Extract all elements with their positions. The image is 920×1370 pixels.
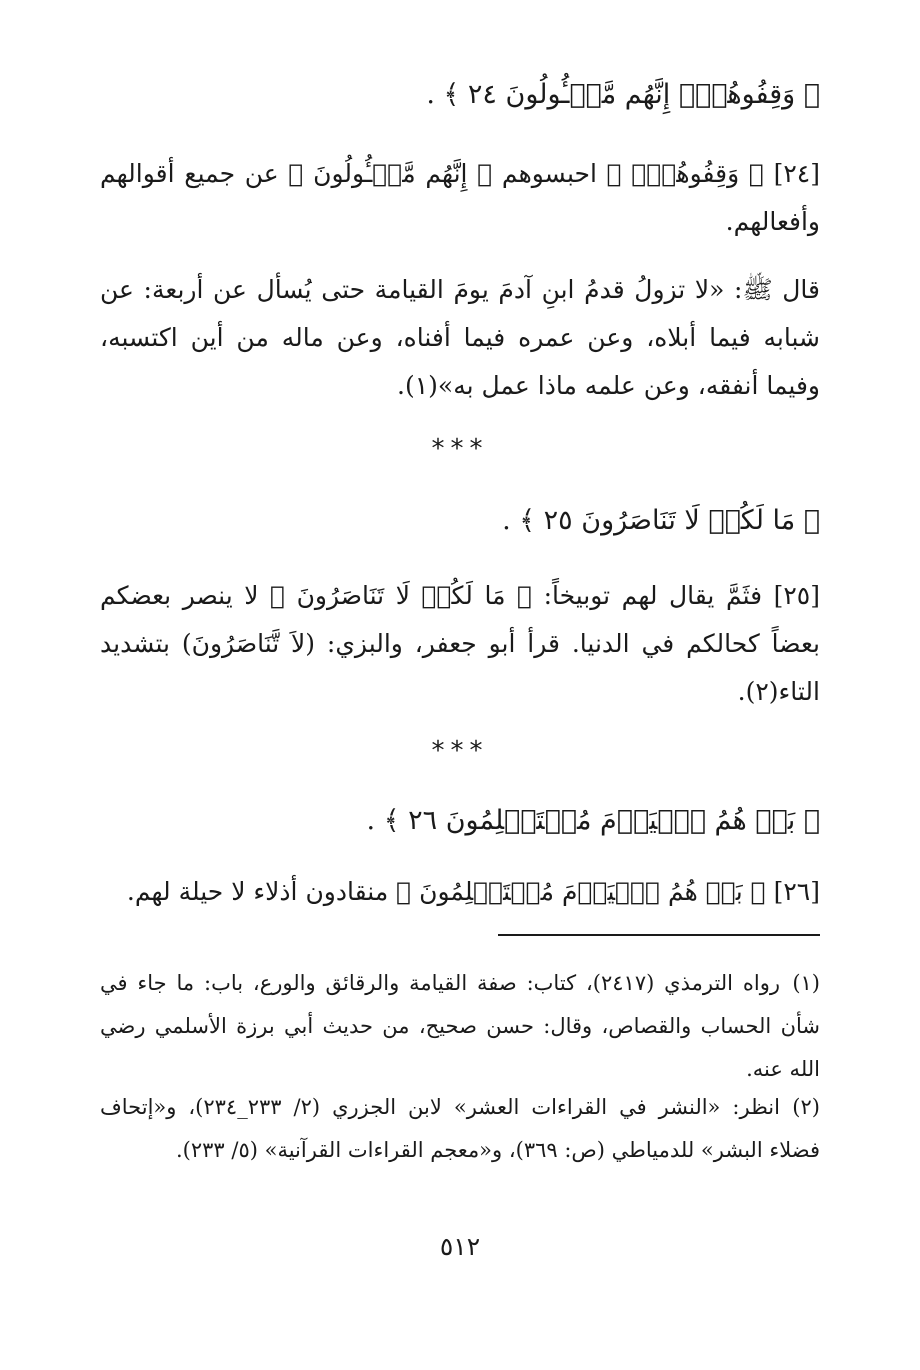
footnote-number: (١) (792, 971, 820, 995)
tafsir-paragraph-25: [٢٥] فثَمَّ يقال لهم توبيخاً: ﴿ مَا لَكُمۡ لَا تَنَاصَرُونَ ﴾ لا ينصر بعضكم بعضاً كحالكم في الدنيا. قرأ أبو جعفر، والبزي: (لاَ تَّنَاصَرُونَ) بتشديد التاء(٢). (100, 581, 820, 706)
verse-26: ﴿ بَلۡ هُمُ ٱلۡيَوۡمَ مُسۡتَسۡلِمُونَ ٢٦ ﴾ . (366, 805, 820, 836)
verse-25: ﴿ مَا لَكُمۡ لَا تَنَاصَرُونَ ٢٥ ﴾ . (502, 505, 820, 536)
tafsir-paragraph-26: [٢٦] ﴿ بَلۡ هُمُ ٱلۡيَوۡمَ مُسۡتَسۡلِمُونَ ﴾ منقادون أذلاء لا حيلة لهم. (126, 877, 820, 906)
page-number: ٥١٢ (439, 1232, 481, 1261)
verse-24: ﴿ وَقِفُوهُمۡۖ إِنَّهُم مَّسۡـُٔولُونَ ٢٤ ﴾ . (426, 79, 820, 110)
footnote-divider (498, 934, 820, 936)
tafsir-paragraph-24: [٢٤] ﴿ وَقِفُوهُمۡۖ ﴾ احبسوهم ﴿ إِنَّهُم مَّسۡـُٔولُونَ ﴾ عن جميع أقوالهم وأفعالهم. (100, 159, 820, 236)
section-separator: *** (431, 434, 489, 464)
footnote-2 (100, 1086, 820, 1172)
footnote-1 (100, 962, 820, 1091)
footnote-text: رواه الترمذي (٢٤١٧)، كتاب: صفة القيامة والرقائق والورع، باب: ما جاء في شأن الحساب والقصاص، وقال: حسن صحيح، من حديث أبي برزة الأسلمي رضي الله عنه. (100, 971, 820, 1081)
section-separator: *** (431, 736, 489, 766)
hadith-paragraph: قال ﷺ: «لا تزولُ قدمُ ابنِ آدمَ يومَ القيامة حتى يُسأل عن أربعة: عن شبابه فيما أبلاه، وعن عمره فيما أفناه، وعن ماله من أين اكتسبه، وفيما أنفقه، وعن علمه ماذا عمل به»(١). (100, 275, 820, 400)
footnote-text: انظر: «النشر في القراءات العشر» لابن الجزري (٢/ ٢٣٣_٢٣٤)، و«إتحاف فضلاء البشر» للدمياطي (ص: ٣٦٩)، و«معجم القراءات القرآنية» (٥/ ٢٣٣). (100, 1095, 820, 1162)
footnote-number: (٢) (792, 1095, 820, 1119)
